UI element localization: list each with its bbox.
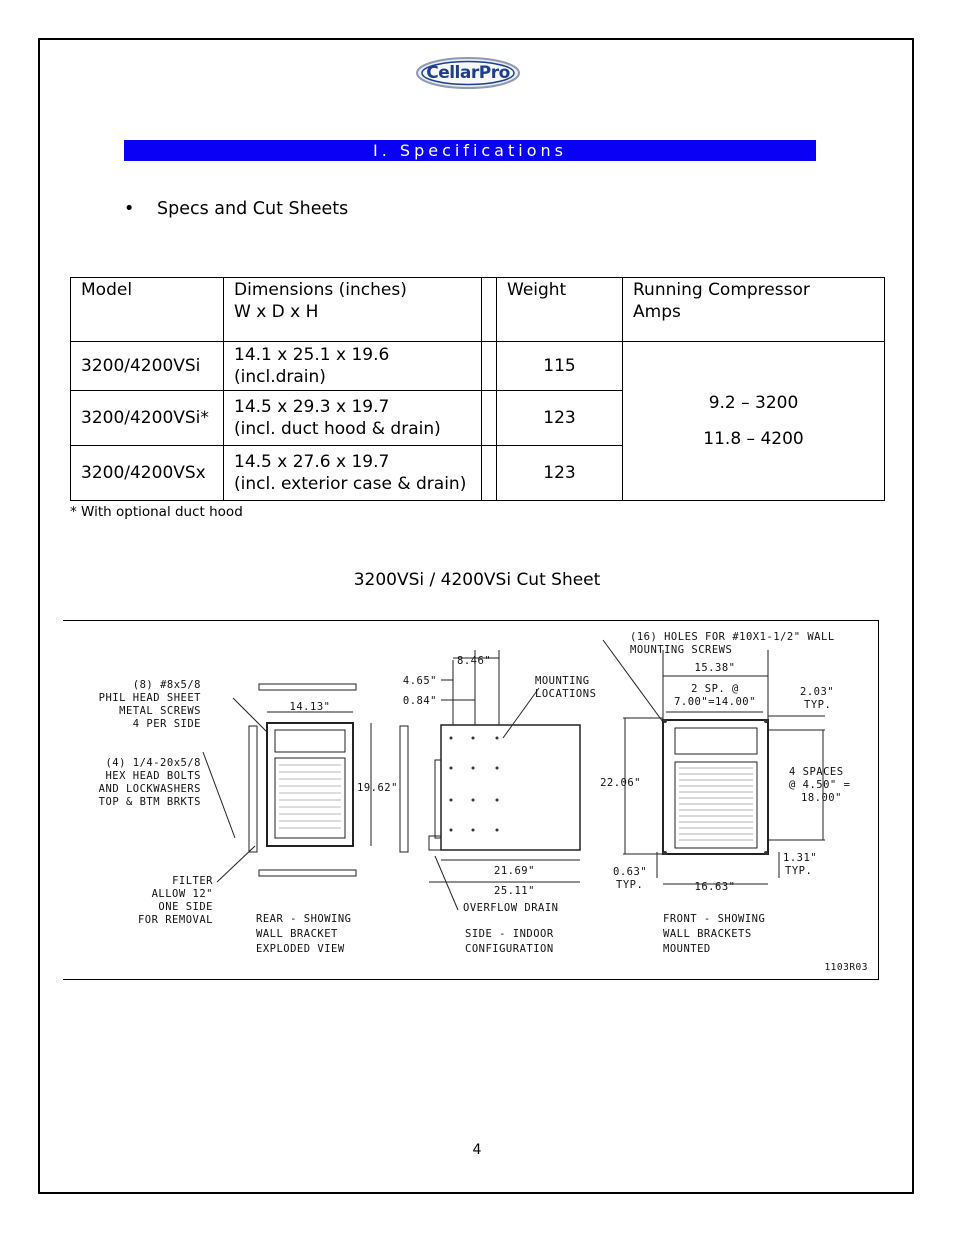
specs-table — [70, 277, 885, 501]
label-holes-1: (16) HOLES FOR #10X1-1/2" WALL — [630, 631, 835, 643]
label-screws-3: METAL SCREWS — [119, 705, 201, 717]
label-front-2: WALL BRACKETS — [663, 928, 752, 940]
footnote: * With optional duct hood — [70, 504, 243, 520]
cut-sheet-svg — [63, 620, 878, 979]
label-front-2sp-1: 2 SP. @ — [691, 683, 739, 695]
label-front-203-b: TYP. — [804, 699, 832, 711]
label-front-4sp-3: 18.00" — [801, 792, 842, 804]
logo-text: CellarPro — [426, 63, 510, 83]
cut-sheet-title: 3200VSi / 4200VSi Cut Sheet — [353, 570, 601, 590]
cell-weight: 115 — [497, 342, 623, 391]
label-front-131-a: 1.31" — [783, 852, 818, 864]
label-filter-2: ALLOW 12" — [151, 888, 213, 900]
table-row — [71, 342, 885, 391]
label-overflow-drain: OVERFLOW DRAIN — [463, 902, 559, 914]
bullet-dot-icon: • — [124, 199, 135, 219]
cell-blank — [482, 342, 497, 391]
cellarpro-logo — [416, 57, 520, 89]
label-front-063-b: TYP. — [616, 879, 644, 891]
right-bracket — [400, 726, 408, 852]
label-front-1538: 15.38" — [694, 662, 736, 674]
cell-blank — [482, 446, 497, 501]
amps-3200: 9.2 – 3200 — [708, 393, 799, 413]
header-weight: Weight — [497, 278, 623, 342]
label-rear-2: WALL BRACKET — [256, 928, 338, 940]
cell-dimensions: 14.5 x 29.3 x 19.7 (incl. duct hood & drain) — [224, 391, 482, 446]
label-front-3: MOUNTED — [663, 943, 711, 955]
cell-model: 3200/4200VSx — [71, 446, 224, 501]
front-grille — [675, 762, 757, 848]
label-side-1: SIDE - INDOOR — [465, 928, 554, 940]
bottom-bracket — [259, 870, 356, 876]
table-header-row — [71, 278, 885, 342]
label-bolts-1: (4) 1/4-20x5/8 — [105, 757, 201, 769]
bullet-item — [124, 199, 348, 219]
cell-weight: 123 — [497, 446, 623, 501]
bullet-text: Specs and Cut Sheets — [157, 199, 349, 219]
header-model: Model — [71, 278, 224, 342]
cut-sheet-drawing — [63, 620, 879, 980]
label-filter-1: FILTER — [172, 875, 213, 887]
section-title-banner: I. Specifications — [124, 140, 816, 161]
label-drawing-id: 1103R03 — [824, 962, 868, 973]
label-filter-4: FOR REMOVAL — [137, 914, 213, 926]
cell-weight: 123 — [497, 391, 623, 446]
header-blank — [482, 278, 497, 342]
label-side-846: 8.46" — [457, 655, 492, 667]
cell-dimensions: 14.5 x 27.6 x 19.7 (incl. exterior case & drain) — [224, 446, 482, 501]
label-mount-2: LOCATIONS — [535, 688, 597, 700]
label-side-084: 0.84" — [402, 695, 437, 707]
label-mount-1: MOUNTING — [535, 675, 590, 687]
side-unit — [441, 725, 580, 850]
cell-amps — [623, 342, 885, 501]
label-front-1663: 16.63" — [694, 881, 736, 893]
left-bracket — [249, 726, 257, 852]
rear-unit — [267, 723, 353, 846]
label-front-063-a: 0.63" — [613, 866, 648, 878]
label-rear-width: 14.13" — [289, 701, 331, 713]
label-bolts-3: AND LOCKWASHERS — [98, 783, 201, 795]
front-control-panel — [675, 728, 757, 754]
label-rear-1: REAR - SHOWING — [256, 913, 352, 925]
rear-top-panel — [275, 730, 345, 752]
label-screws-4: 4 PER SIDE — [132, 718, 201, 730]
header-amps: Running Compressor Amps — [623, 278, 885, 342]
label-side-465: 4.65" — [402, 675, 437, 687]
label-front-2206: 22.06" — [600, 777, 641, 789]
label-front-203-a: 2.03" — [800, 686, 835, 698]
label-screws-1: (8) #8x5/8 — [132, 679, 201, 691]
rear-grille — [275, 758, 345, 838]
page-number: 4 — [472, 1142, 482, 1158]
side-panel — [435, 760, 441, 838]
label-bolts-2: HEX HEAD BOLTS — [105, 770, 201, 782]
label-rear-3: EXPLODED VIEW — [256, 943, 345, 955]
label-side-2: CONFIGURATION — [465, 943, 554, 955]
amps-4200: 11.8 – 4200 — [703, 429, 804, 449]
cell-blank — [482, 391, 497, 446]
cell-model: 3200/4200VSi — [71, 342, 224, 391]
header-dimensions: Dimensions (inches) W x D x H — [224, 278, 482, 342]
top-bracket — [259, 684, 356, 690]
label-front-1: FRONT - SHOWING — [663, 913, 766, 925]
label-bolts-4: TOP & BTM BRKTS — [98, 796, 201, 808]
label-side-2511: 25.11" — [494, 885, 535, 897]
label-filter-3: ONE SIDE — [158, 901, 213, 913]
label-front-2sp-2: 7.00"=14.00" — [674, 696, 756, 708]
label-holes-2: MOUNTING SCREWS — [630, 644, 733, 656]
label-front-4sp-1: 4 SPACES — [789, 766, 844, 778]
label-screws-2: PHIL HEAD SHEET — [98, 692, 201, 704]
cell-dimensions: 14.1 x 25.1 x 19.6 (incl.drain) — [224, 342, 482, 391]
label-side-2169: 21.69" — [494, 865, 535, 877]
cell-model: 3200/4200VSi* — [71, 391, 224, 446]
label-front-131-b: TYP. — [785, 865, 813, 877]
label-front-4sp-2: @ 4.50" = — [789, 779, 851, 791]
label-rear-height: 19.62" — [357, 782, 398, 794]
